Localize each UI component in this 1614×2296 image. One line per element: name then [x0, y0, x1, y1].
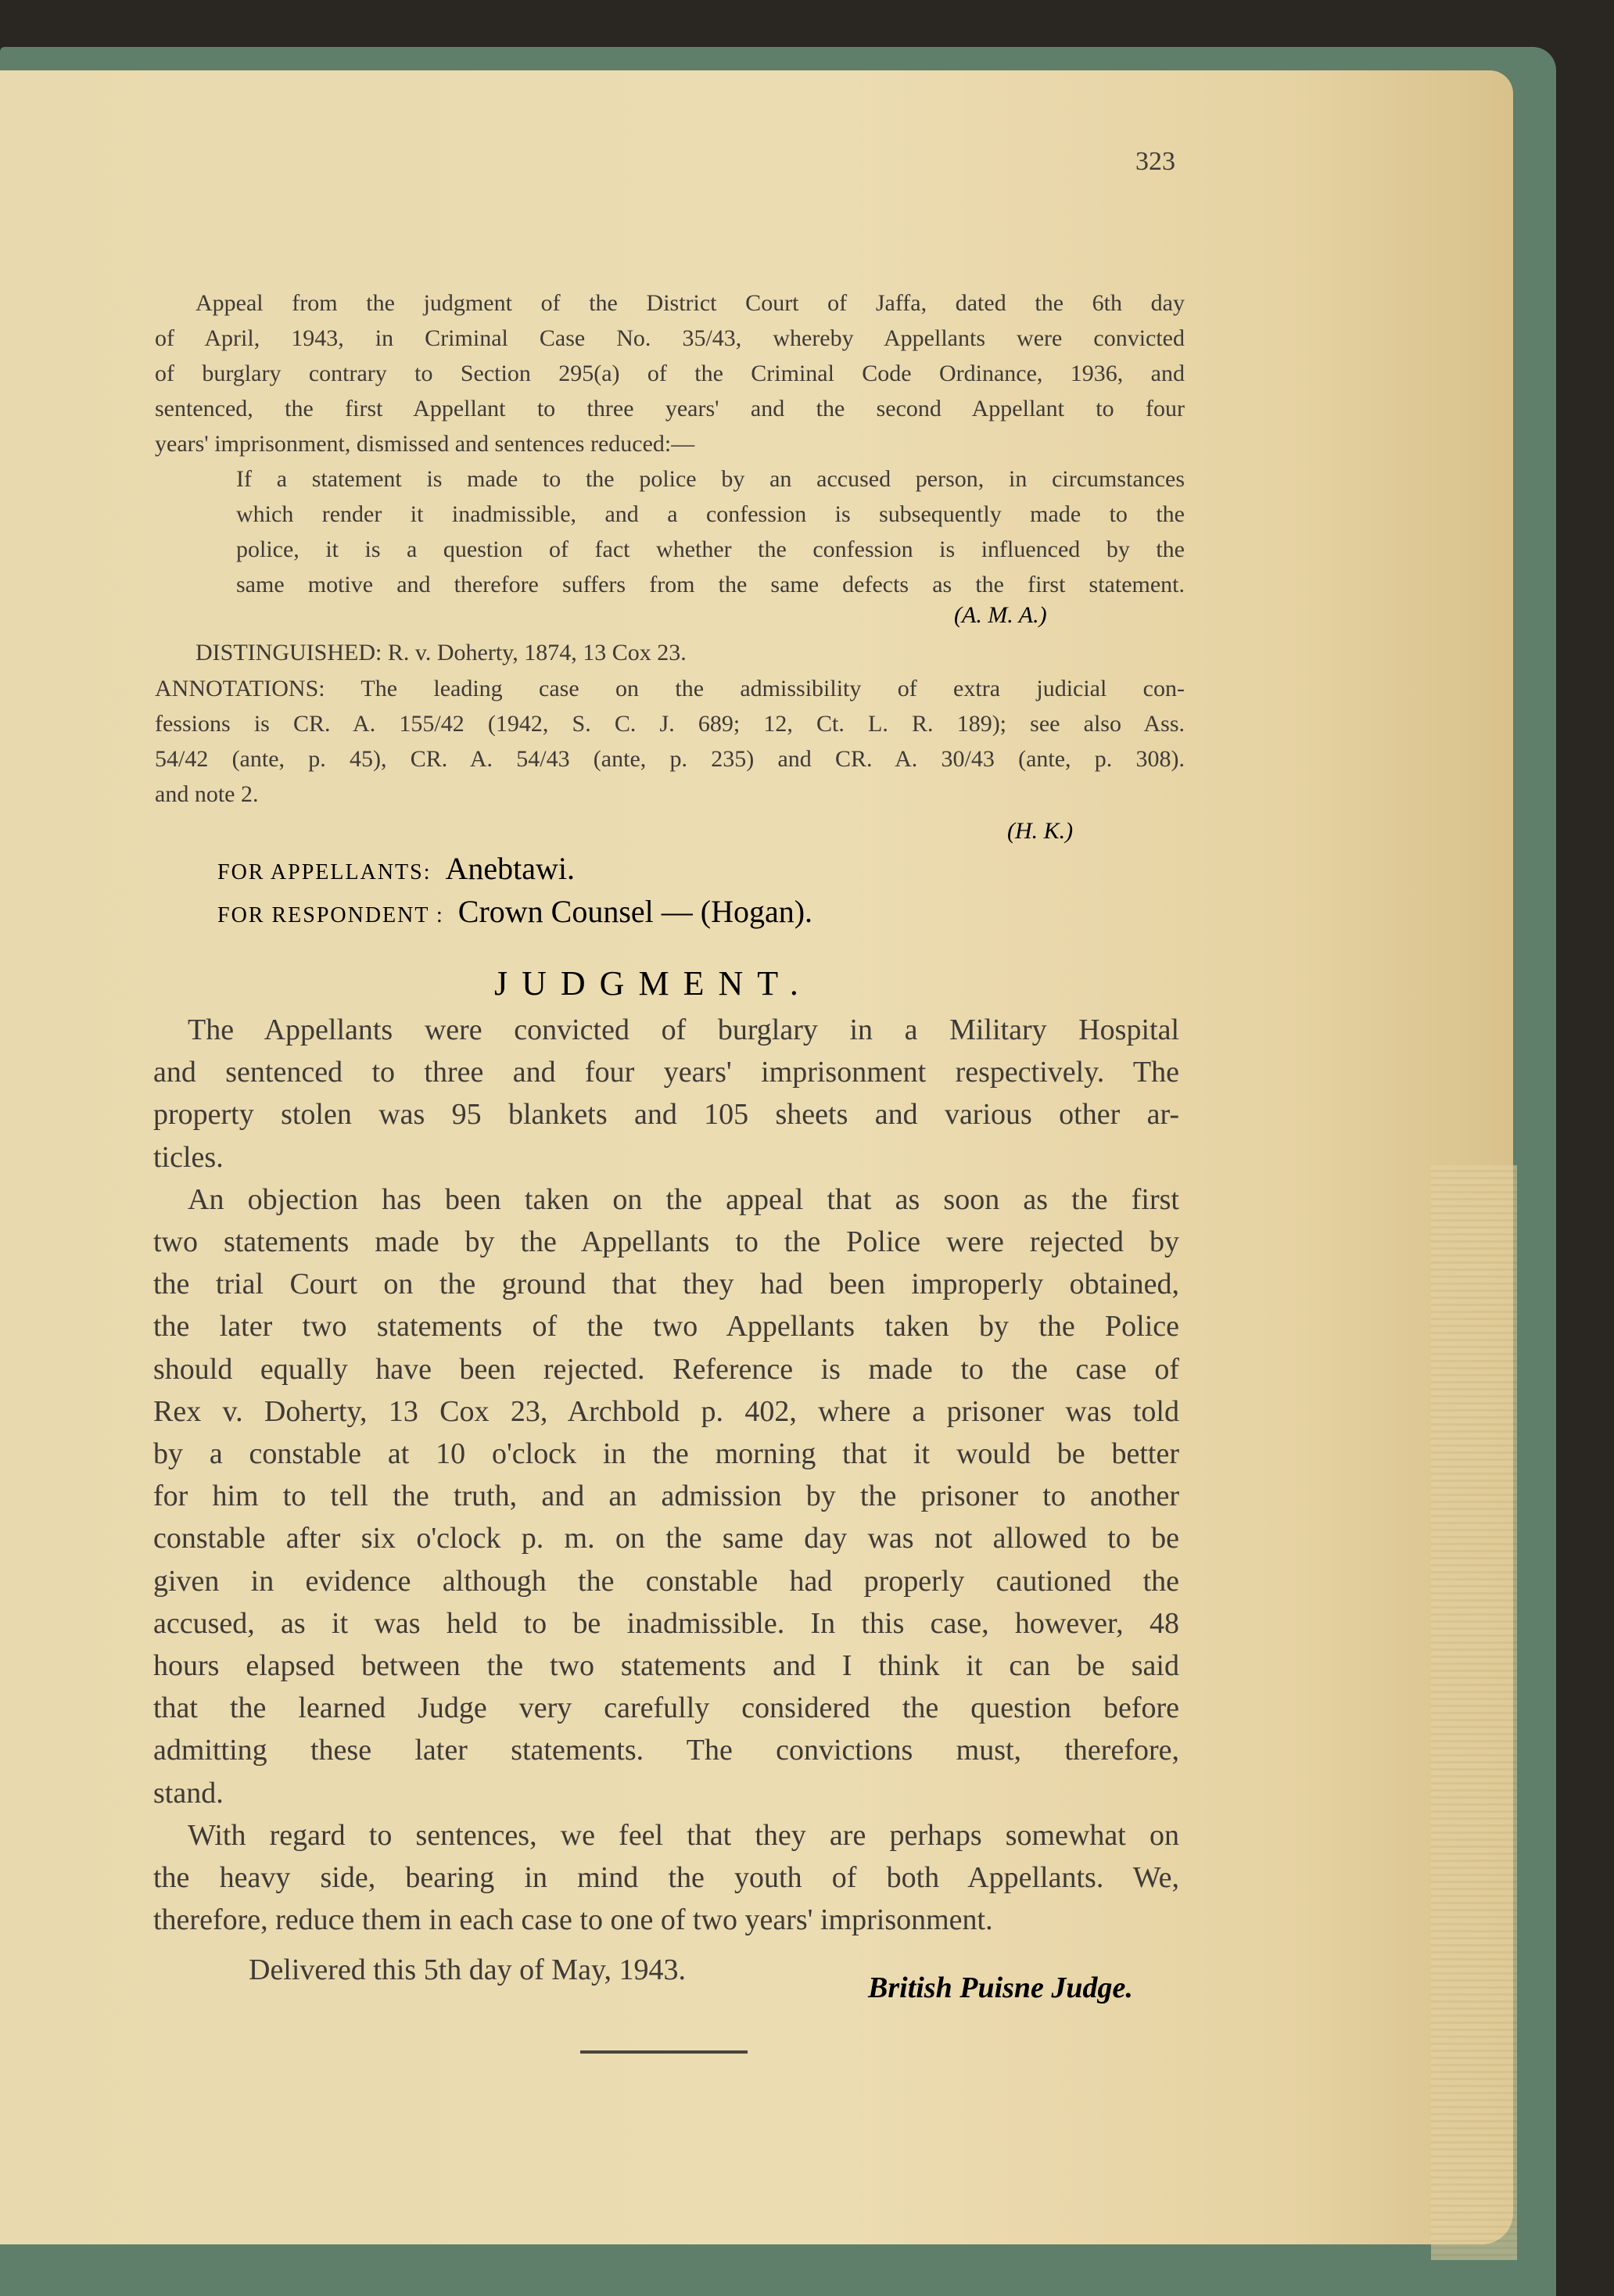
headnote-line: of burglary contrary to Section 295(a) of the Criminal Code Ordinance, 1936, and	[155, 361, 1185, 386]
headnote-line: sentenced, the first Appellant to three years' and the second Appellant to four	[155, 396, 1185, 422]
judgment-line: that the learned Judge very carefully considered the question before	[153, 1692, 1179, 1725]
judgment-line: The Appellants were convicted of burglary in a Military Hospital	[188, 1013, 1179, 1046]
counsel-appellants	[217, 850, 575, 887]
judgment-line: ticles.	[153, 1140, 224, 1174]
page-edge	[1431, 1165, 1517, 2260]
judgment-line: given in evidence although the constable had properly cautioned the	[153, 1564, 1179, 1598]
respondent-name: Crown Counsel — (Hogan).	[457, 894, 813, 929]
headnote-line: Appeal from the judgment of the District Court of Jaffa, dated the 6th day	[195, 290, 1185, 316]
distinguished-line: DISTINGUISHED: R. v. Doherty, 1874, 13 Cox 23.	[195, 640, 687, 665]
judgment-line: should equally have been rejected. Reference is made to the case of	[153, 1352, 1179, 1386]
appellants-label: FOR APPELLANTS:	[217, 860, 432, 884]
judgment-line: therefore, reduce them in each case to one of two years' imprisonment.	[153, 1903, 993, 1937]
closing-rule	[580, 2050, 748, 2054]
page-number: 323	[1135, 147, 1175, 176]
holding-line: police, it is a question of fact whether the confession is influenced by the	[236, 536, 1185, 562]
annotations-line: fessions is CR. A. 155/42 (1942, S. C. J. 689; 12, Ct. L. R. 189); see also Ass.	[155, 711, 1185, 737]
headnote-line: years' imprisonment, dismissed and sentences reduced:—	[155, 431, 695, 457]
judgment-line: and sentenced to three and four years' imprisonment respectively. The	[153, 1056, 1179, 1089]
judgment-line: Rex v. Doherty, 13 Cox 23, Archbold p. 402, where a prisoner was told	[153, 1394, 1179, 1428]
judgment-line: hours elapsed between the two statements and I think it can be said	[153, 1649, 1179, 1682]
judgment-line: property stolen was 95 blankets and 105 sheets and various other ar-	[153, 1098, 1179, 1132]
judgment-line: accused, as it was held to be inadmissible. In this case, however, 48	[153, 1606, 1179, 1640]
annotations-line: and note 2.	[155, 781, 259, 807]
judgment-line: constable after six o'clock p. m. on the same day was not allowed to be	[153, 1522, 1179, 1555]
judgment-line: for him to tell the truth, and an admission by the prisoner to another	[153, 1480, 1179, 1513]
judgment-line: admitting these later statements. The convictions must, therefore,	[153, 1734, 1179, 1767]
holding-line: If a statement is made to the police by an accused person, in circumstances	[236, 466, 1185, 492]
annotations-initials: (H. K.)	[1007, 818, 1074, 844]
judgment-line: the later two statements of the two Appellants taken by the Police	[153, 1310, 1179, 1344]
judgment-line: stand.	[153, 1776, 224, 1810]
appellants-name: Anebtawi.	[445, 851, 576, 886]
holding-line: which render it inadmissible, and a confession is subsequently made to the	[236, 501, 1185, 527]
holding-line: same motive and therefore suffers from the same defects as the first statement.	[236, 572, 1185, 597]
headnote-line: of April, 1943, in Criminal Case No. 35/43, whereby Appellants were convicted	[155, 325, 1185, 351]
judgment-line: the heavy side, bearing in mind the youth of both Appellants. We,	[153, 1861, 1179, 1894]
judgment-line: by a constable at 10 o'clock in the morning that it would be better	[153, 1437, 1179, 1470]
annotations-line: ANNOTATIONS: The leading case on the admissibility of extra judicial con-	[155, 676, 1185, 701]
judgment-heading: JUDGMENT.	[494, 964, 812, 1003]
judgment-line: With regard to sentences, we feel that they are perhaps somewhat on	[188, 1818, 1179, 1852]
judgment-line: two statements made by the Appellants to the Police were rejected by	[153, 1225, 1179, 1258]
delivered-line: Delivered this 5th day of May, 1943.	[249, 1953, 686, 1986]
respondent-label: FOR RESPONDENT :	[217, 903, 444, 927]
holding-initials: (A. M. A.)	[954, 602, 1047, 628]
counsel-respondent	[217, 893, 812, 930]
annotations-line: 54/42 (ante, p. 45), CR. A. 54/43 (ante, p. 235) and CR. A. 30/43 (ante, p. 308).	[155, 746, 1185, 772]
judge-signature: British Puisne Judge.	[868, 1971, 1133, 2004]
judgment-line: the trial Court on the ground that they had been improperly obtained,	[153, 1268, 1179, 1301]
judgment-line: An objection has been taken on the appeal that as soon as the first	[188, 1182, 1179, 1216]
